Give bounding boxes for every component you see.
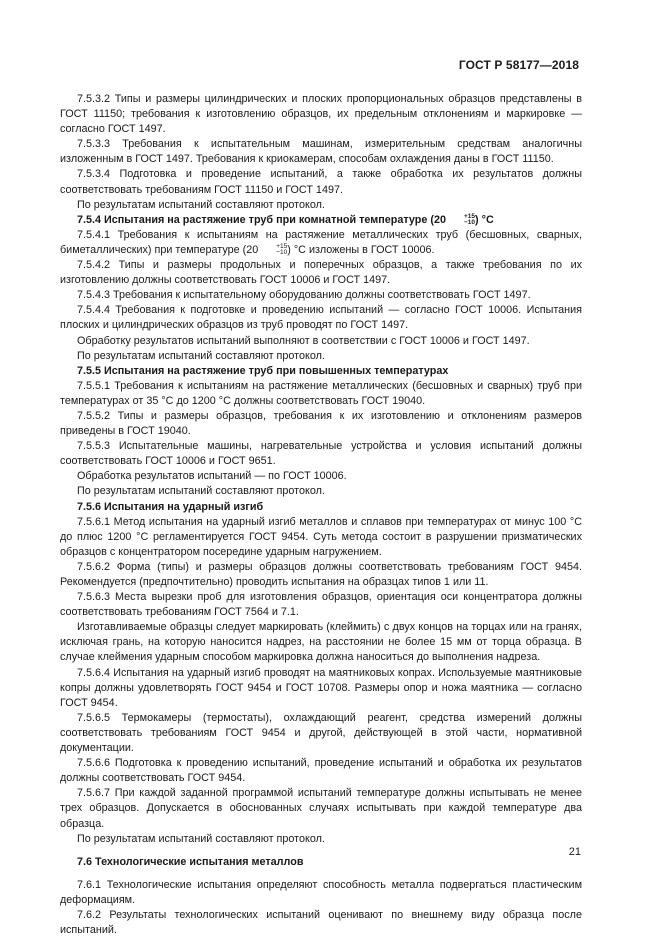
paragraph: 7.5.6.2 Форма (типы) и размеры образцов должны соответствовать требованиям ГОСТ 9454. Рекомендуется (предпочтительно) проводить испытания на образцах типов 1 или 11. (60, 560, 582, 588)
paragraph: 7.5.4.4 Требования к подготовке и проведению испытаний — согласно ГОСТ 10006. Испытания плоских и цилиндрических образцов из труб проводят по ГОСТ 1497. (60, 304, 582, 332)
paragraph: 7.5.5.3 Испытательные машины, нагревательные устройства и условия испытаний должны соответствовать ГОСТ 10006 и ГОСТ 9651. (60, 440, 582, 468)
paragraph: 7.6.1 Технологические испытания определяют способность металла подвергаться пластическим деформациям. (60, 878, 582, 906)
paragraph: 7.5.3.3 Требования к испытательным машинам, измерительным средствам аналогичны изложенным в ГОСТ 1497. Требования к криокамерам, способам охлаждения даны в ГОСТ 11150. (60, 138, 582, 166)
tolerance-exponent: +15 −10 (464, 212, 476, 226)
paragraph: 7.5.4.3 Требования к испытательному оборудованию должны соответствовать ГОСТ 1497. (77, 289, 531, 302)
paragraph: 7.5.6.4 Испытания на ударный изгиб проводят на маятниковых копрах. Используемые маятниковые копры должны удовлетворять ГОСТ 9454 и ГОСТ 10708. Размеры опор и ножа маятника — согласно ГОСТ 9454. (60, 666, 582, 709)
paragraph: 7.5.3.2 Типы и размеры цилиндрических и плоских пропорциональных образцов представлены в ГОСТ 11150; требования к изготовлению образцов, их предельным отклонениям и маркировке — согласно ГОСТ 1497. (60, 93, 582, 136)
paragraph: 7.5.6.5 Термокамеры (термостаты), охлаждающий реагент, средства измерений должны соответствовать требованиям ГОСТ 9454 и другой, действующей в этой части, нормативной документации. (60, 711, 582, 755)
paragraph: Изготавливаемые образцы следует маркировать (клеймить) с двух концов на торцах или на гранях, исключая грань, на которую наносится надрез, на расстоянии не более 15 мм от торца образца. В случае клеймения ударным способом маркировка должна наноситься до выполнения надреза. (60, 621, 582, 664)
section-heading: 7.5.4 Испытания на растяжение труб при комнатной температуре (20 +15 −10 ) °С (77, 212, 494, 226)
paragraph: 7.6.2 Результаты технологических испытаний оценивают по внешнему виду образца после испытаний. (60, 908, 582, 937)
section-heading: 7.5.6 Испытания на ударный изгиб (77, 500, 264, 513)
paragraph: По результатам испытаний составляют протокол. (77, 832, 325, 845)
paragraph: 7.5.6.1 Метод испытания на ударный изгиб металлов и сплавов при температурах от минус 100 °С до плюс 1200 °С регламентируется ГОСТ 9454. Суть метода состоит в разрушении призматических образцов с концентратором посередине ударным нагружением. (60, 515, 582, 558)
paragraph: 7.5.6.7 При каждой заданной программой испытаний температуре должны испытывать не менее трех образцов. Допускается в обоснованных случаях испытывать при каждой температуре два образца. (60, 787, 582, 830)
paragraph: По результатам испытаний составляют протокол. (77, 198, 325, 211)
section-heading: 7.5.5 Испытания на растяжение труб при повышенных температурах (77, 364, 449, 377)
section-heading: 7.6 Технологические испытания металлов (77, 855, 304, 868)
tolerance-exponent: +15 −10 (276, 243, 288, 257)
paragraph: 7.5.4.1 Требования к испытаниям на растяжение металлических труб (бесшовных, сварных, биметаллических) при температуре (20 +15 −10 ) °С изложены в ГОСТ 10006. (60, 228, 582, 257)
paragraph: 7.5.6.6 Подготовка к проведению испытаний, проведение испытаний и обработка их результатов должны соответствовать ГОСТ 9454. (60, 757, 582, 785)
document-header: ГОСТ Р 58177—2018 (458, 58, 579, 72)
paragraph: 7.5.5.2 Типы и размеры образцов, требования к их изготовлению и отклонениям размеров приведены в ГОСТ 19040. (60, 409, 582, 438)
paragraph: 7.5.5.1 Требования к испытаниям на растяжение металлических (бесшовных и сварных) труб при температурах от 35 °С до 1200 °С должны соответствовать ГОСТ 19040. (60, 379, 582, 407)
paragraph: По результатам испытаний составляют протокол. (77, 349, 325, 362)
paragraph: 7.5.4.2 Типы и размеры продольных и поперечных образцов, а также требования по их изготовлению должны соответствовать ГОСТ 10006 и ГОСТ 1497. (60, 259, 582, 287)
paragraph: 7.5.6.3 Места вырезки проб для изготовления образцов, ориентация оси концентратора должны соответствовать требованиям ГОСТ 7564 и 7.1. (60, 591, 582, 619)
paragraph: Обработка результатов испытаний — по ГОСТ 10006. (77, 470, 347, 483)
paragraph: Обработку результатов испытаний выполняют в соответствии с ГОСТ 10006 и ГОСТ 1497. (77, 334, 530, 347)
document-body (60, 92, 582, 938)
paragraph: По результатам испытаний составляют протокол. (77, 485, 325, 498)
page-number: 21 (568, 846, 581, 858)
paragraph: 7.5.3.4 Подготовка и проведение испытаний, а также обработка их результатов должны соответствовать требованиям ГОСТ 11150 и ГОСТ 1497. (60, 168, 582, 196)
